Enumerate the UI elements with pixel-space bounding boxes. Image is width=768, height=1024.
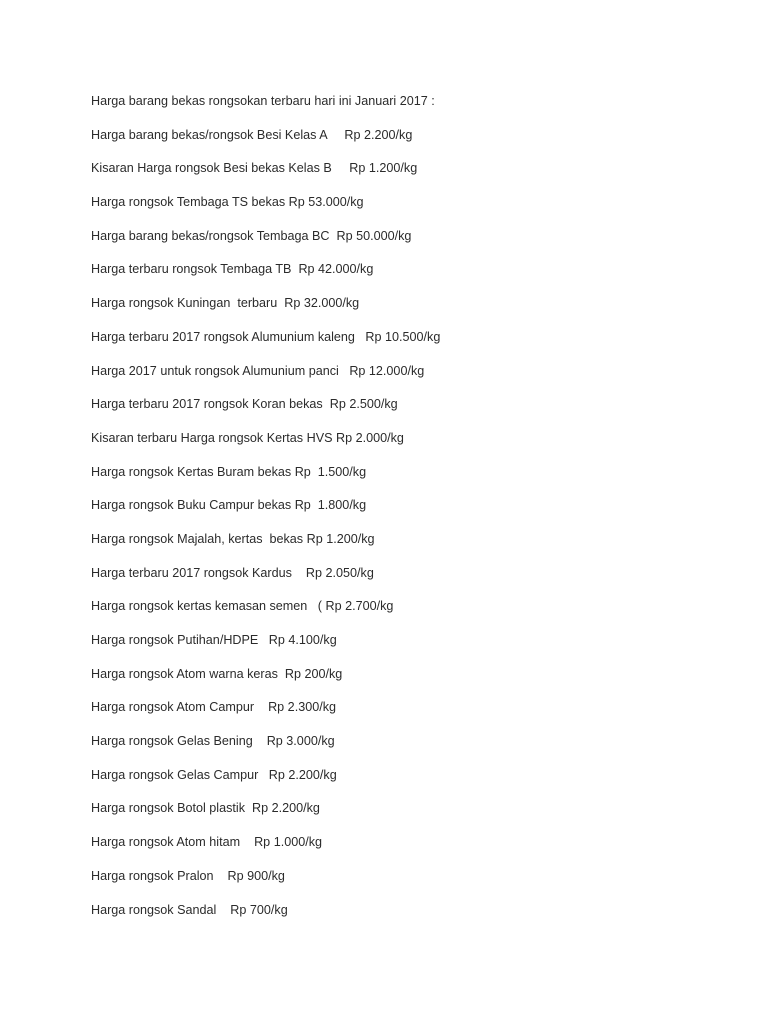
- price-line: Harga rongsok Atom warna keras Rp 200/kg: [91, 666, 343, 681]
- price-line: Harga rongsok kertas kemasan semen ( Rp 2.700/kg: [91, 599, 394, 614]
- document-heading: Harga barang bekas rongsokan terbaru hari ini Januari 2017 :: [91, 94, 435, 108]
- price-line: Harga terbaru 2017 rongsok Alumunium kaleng Rp 10.500/kg: [91, 329, 441, 344]
- price-line: Harga rongsok Gelas Campur Rp 2.200/kg: [91, 767, 337, 782]
- price-line: Harga terbaru 2017 rongsok Koran bekas Rp 2.500/kg: [91, 397, 398, 412]
- price-line: Harga rongsok Gelas Bening Rp 3.000/kg: [91, 734, 335, 749]
- price-line: Harga rongsok Atom hitam Rp 1.000/kg: [91, 835, 323, 850]
- price-line: Harga rongsok Atom Campur Rp 2.300/kg: [91, 700, 336, 715]
- price-line: Harga rongsok Putihan/HDPE Rp 4.100/kg: [91, 633, 337, 647]
- price-list: [91, 93, 731, 935]
- price-line: Harga barang bekas/rongsok Besi Kelas A Rp 2.200/kg: [91, 127, 413, 142]
- price-line: Harga rongsok Sandal Rp 700/kg: [91, 902, 288, 917]
- price-line: Kisaran Harga rongsok Besi bekas Kelas B Rp 1.200/kg: [91, 161, 418, 176]
- price-line: Harga rongsok Buku Campur bekas Rp 1.800/kg: [91, 498, 367, 513]
- price-line: Harga rongsok Kuningan terbaru Rp 32.000/kg: [91, 296, 360, 311]
- price-line: Harga barang bekas/rongsok Tembaga BC Rp 50.000/kg: [91, 228, 412, 243]
- price-line: Kisaran terbaru Harga rongsok Kertas HVS Rp 2.000/kg: [91, 430, 404, 445]
- price-line: Harga rongsok Kertas Buram bekas Rp 1.500/kg: [91, 464, 367, 479]
- price-line: Harga rongsok Pralon Rp 900/kg: [91, 868, 285, 883]
- price-line: Harga rongsok Majalah, kertas bekas Rp 1.200/kg: [91, 531, 375, 546]
- price-line: Harga rongsok Botol plastik Rp 2.200/kg: [91, 801, 320, 816]
- price-line: Harga terbaru rongsok Tembaga TB Rp 42.000/kg: [91, 262, 374, 277]
- price-line: Harga rongsok Tembaga TS bekas Rp 53.000/kg: [91, 195, 364, 210]
- price-line: Harga terbaru 2017 rongsok Kardus Rp 2.050/kg: [91, 565, 374, 580]
- price-line: Harga 2017 untuk rongsok Alumunium panci Rp 12.000/kg: [91, 363, 425, 378]
